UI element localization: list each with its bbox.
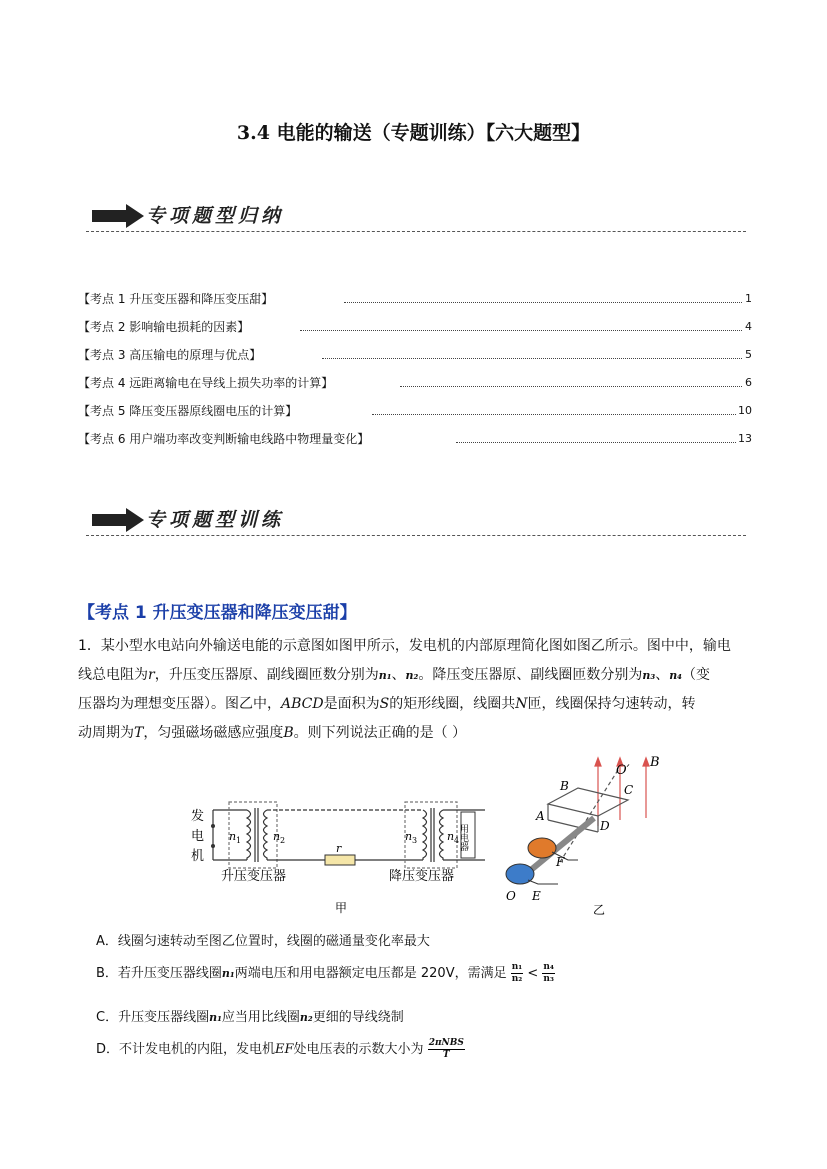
page-title: 3.4 电能的输送（专题训练）【六大题型】 <box>236 122 591 144</box>
svg-text:r: r <box>336 842 342 855</box>
step-down-label: 降压变压器 <box>389 869 455 884</box>
option-c[interactable]: C．升压变压器线圈n₁应当用比线圈n₂更细的导线绕制 <box>96 1010 404 1025</box>
toc-label: 【考点 4 远距离输电在导线上损失功率的计算】 <box>78 376 334 390</box>
fraction-n4-n3: $\frac{\text{n₄}}{\text{n₃}}$ <box>543 962 554 984</box>
toc-item[interactable] <box>78 318 752 338</box>
summary-banner <box>86 196 746 236</box>
toc-page: 13 <box>738 432 752 445</box>
fraction-n1-n2: $\frac{\text{n₁}}{\text{n₂}}$ <box>511 962 523 984</box>
toc-page: 5 <box>745 348 752 361</box>
svg-text:D: D <box>600 819 610 833</box>
gen-label: 机 <box>191 849 205 864</box>
svg-text:F: F <box>556 855 565 869</box>
step-up-label: 升压变压器 <box>221 869 287 884</box>
toc-item[interactable] <box>78 374 752 394</box>
toc-label: 【考点 5 降压变压器原线圈电压的计算】 <box>78 404 298 418</box>
banner-text: 专项题型训练 <box>146 509 285 531</box>
svg-text:O: O <box>506 889 516 903</box>
question-stem: 1．某小型水电站向外输送电能的示意图如图甲所示，发电机的内部原理简化图如图乙所示。图中中，输电 线总电阻为r，升压变压器原、副线圈匝数分别为n₁、n₂。降压变压器原、副线圈匝数分别为n₃、n₄（变 压器均为理想变压器）。图乙中，ABCD是面积为S的矩形线圈，线圈共N匝，线圈保持匀速转动，转 动周期为T，匀强磁场磁感应强度B。则下列说法正确的是（ ） <box>78 638 731 741</box>
training-banner <box>86 500 746 540</box>
figure-caption: 乙 <box>593 903 606 917</box>
resistor-r <box>325 855 355 865</box>
svg-text:n: n <box>273 830 281 843</box>
fraction-emf: $\frac{\text{2πNBS}}{T}$ <box>428 1038 464 1060</box>
arrow-icon <box>92 204 144 228</box>
toc-item[interactable] <box>78 346 752 366</box>
toc-item[interactable] <box>78 402 752 422</box>
toc-page: 1 <box>745 292 752 305</box>
svg-text:O′: O′ <box>616 763 630 778</box>
figure-caption: 甲 <box>335 901 348 914</box>
question-number: 1． <box>78 638 101 654</box>
svg-text:n: n <box>405 830 413 843</box>
option-d[interactable]: D．不计发电机的内阻，发电机EF处电压表的示数大小为 $\frac{\text{2πNBS}}{T}$ <box>96 1038 464 1060</box>
svg-text:4: 4 <box>454 836 460 845</box>
section-heading: 【考点 1 升压变压器和降压变压甜】 <box>78 603 357 623</box>
toc-item[interactable] <box>78 290 752 310</box>
toc-page: 6 <box>745 376 752 389</box>
toc-label: 【考点 1 升压变压器和降压变压甜】 <box>78 292 274 306</box>
svg-text:B: B <box>560 779 569 793</box>
svg-text:n: n <box>229 830 237 843</box>
gen-label: 电 <box>191 829 205 844</box>
toc-item[interactable] <box>78 430 752 450</box>
svg-text:2: 2 <box>280 836 286 845</box>
load-label: 用电器 <box>458 824 468 851</box>
figure-generator <box>498 754 668 919</box>
figure-transmission-circuit <box>185 798 495 914</box>
toc-label: 【考点 6 用户端功率改变判断输电线路中物理量变化】 <box>78 432 370 446</box>
svg-text:n: n <box>447 830 455 843</box>
option-a[interactable]: A．线圈匀速转动至图乙位置时，线圈的磁通量变化率最大 <box>96 934 430 949</box>
svg-text:1: 1 <box>236 836 242 845</box>
svg-text:B: B <box>650 755 660 770</box>
toc-label: 【考点 2 影响输电损耗的因素】 <box>78 320 250 334</box>
svg-text:3: 3 <box>412 836 418 845</box>
option-b[interactable]: B．若升压变压器线圈n₁两端电压和用电器额定电压都是 220V，需满足 $\frac{\text{n₁}}{\text{n₂}}$ < $\frac{\text{n₄}}{\text{n₃}}$ <box>96 962 554 984</box>
svg-text:C: C <box>624 783 634 797</box>
toc-page: 4 <box>745 320 752 333</box>
banner-text: 专项题型归纳 <box>146 205 285 227</box>
arrow-icon <box>92 508 144 532</box>
toc-page: 10 <box>738 404 752 417</box>
gen-label: 发 <box>191 809 205 824</box>
svg-text:E: E <box>532 889 541 903</box>
svg-text:A: A <box>536 809 545 823</box>
toc-label: 【考点 3 高压输电的原理与优点】 <box>78 348 262 362</box>
